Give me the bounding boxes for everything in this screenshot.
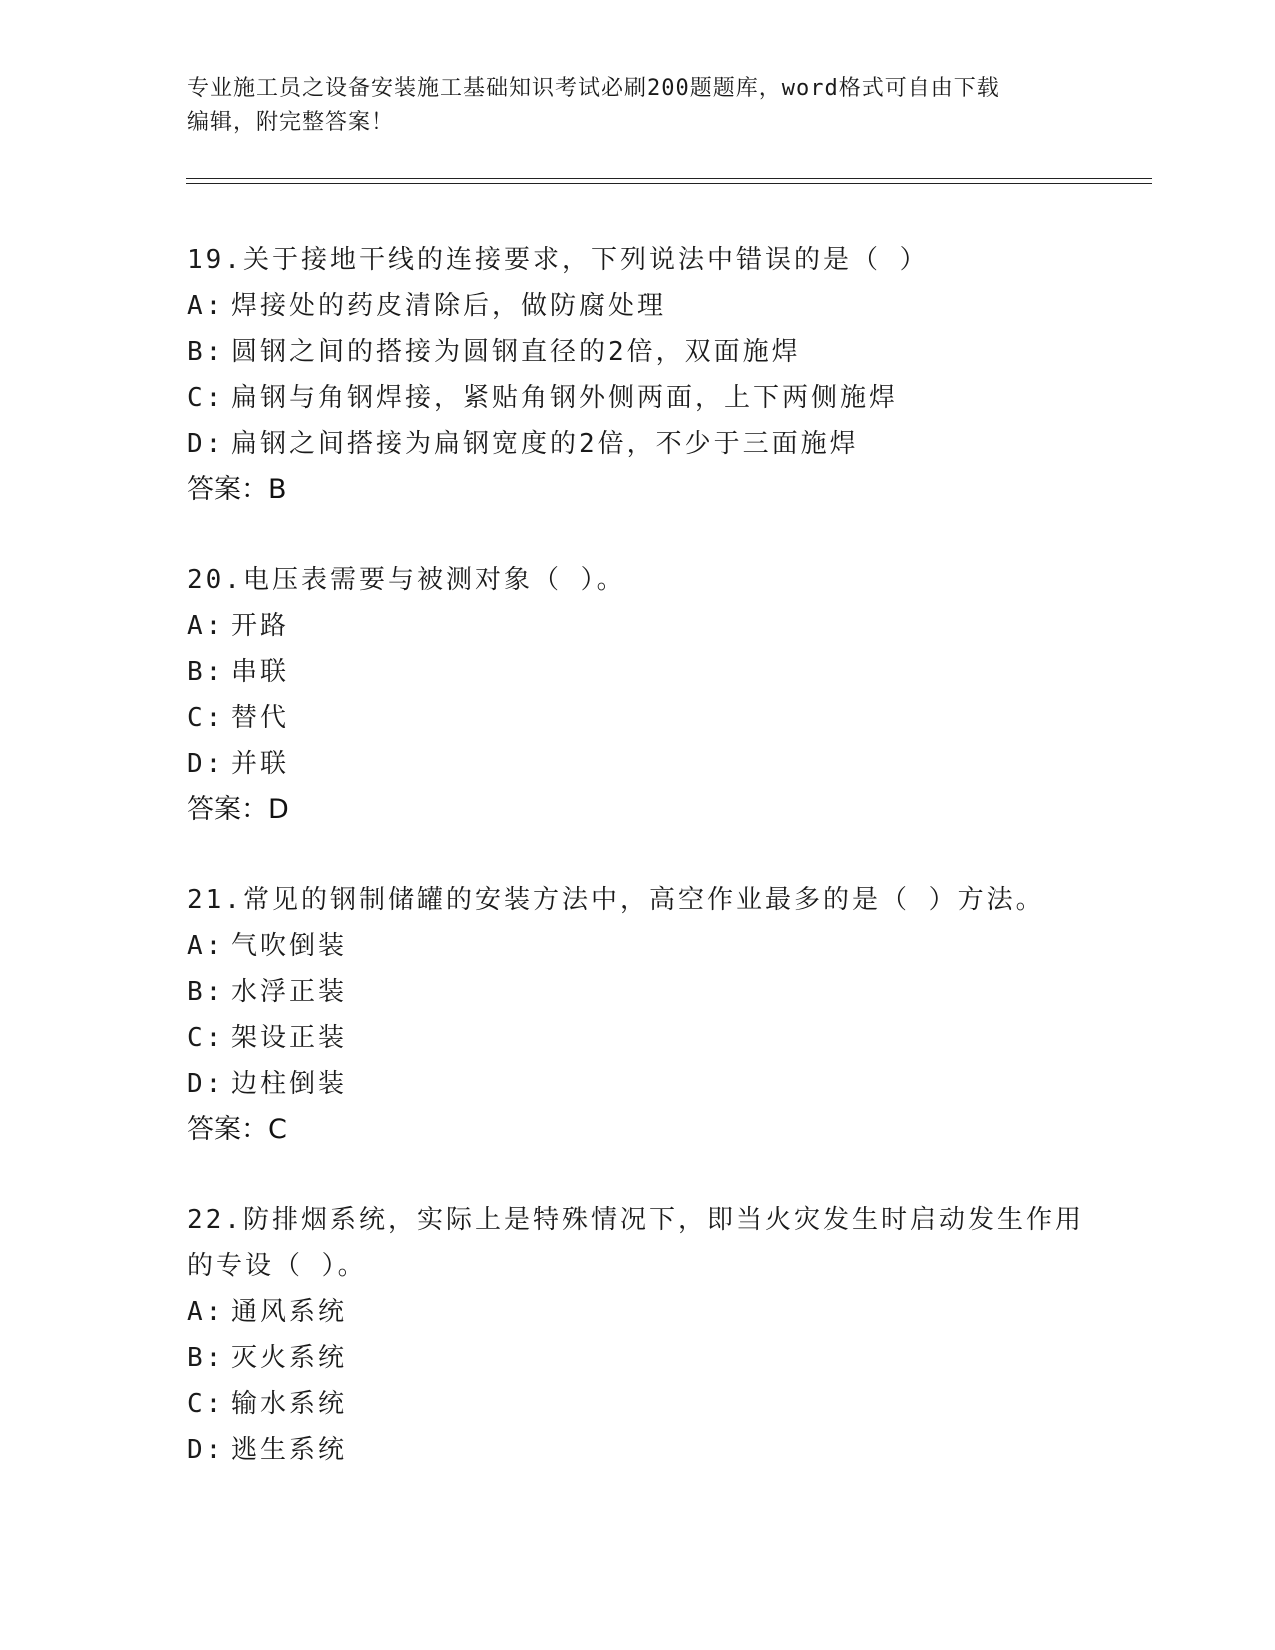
option-text: 开路 xyxy=(231,611,290,641)
question-stem: 21.常见的钢制储罐的安装方法中，高空作业最多的是（ ）方法。 xyxy=(187,885,1045,915)
option-d xyxy=(187,1427,1087,1473)
option-b xyxy=(187,969,1087,1015)
option-text: 边柱倒装 xyxy=(231,1069,348,1099)
option-key: A: xyxy=(187,931,225,961)
option-a xyxy=(187,603,1087,649)
question-19 xyxy=(187,237,1087,513)
question-22 xyxy=(187,1197,1087,1473)
option-text: 串联 xyxy=(231,657,290,687)
option-c xyxy=(187,375,1087,421)
answer-line: 答案：B xyxy=(187,474,287,505)
option-text: 输水系统 xyxy=(231,1389,348,1419)
header-divider-bottom xyxy=(186,183,1152,184)
option-a xyxy=(187,1289,1087,1335)
question-stem-line2: 的专设（ ）。 xyxy=(187,1251,367,1281)
question-stem: 20.电压表需要与被测对象（ ）。 xyxy=(187,565,626,595)
option-key: A: xyxy=(187,1297,225,1327)
option-text: 水浮正装 xyxy=(231,977,348,1007)
option-text: 焊接处的药皮清除后，做防腐处理 xyxy=(231,291,667,321)
option-key: B: xyxy=(187,337,225,367)
option-d xyxy=(187,741,1087,787)
option-key: D: xyxy=(187,1069,225,1099)
option-key: C: xyxy=(187,1023,225,1053)
option-text: 灭火系统 xyxy=(231,1343,348,1373)
option-text: 替代 xyxy=(231,703,290,733)
question-list xyxy=(187,237,1087,1517)
answer-line: 答案：D xyxy=(187,794,289,825)
document-header xyxy=(187,72,1087,140)
option-c xyxy=(187,695,1087,741)
option-key: B: xyxy=(187,977,225,1007)
header-divider-top xyxy=(186,178,1152,179)
option-text: 并联 xyxy=(231,749,290,779)
question-21 xyxy=(187,877,1087,1153)
option-key: B: xyxy=(187,1343,225,1373)
option-key: C: xyxy=(187,703,225,733)
option-a xyxy=(187,283,1087,329)
option-d xyxy=(187,421,1087,467)
question-20 xyxy=(187,557,1087,833)
option-text: 气吹倒装 xyxy=(231,931,348,961)
header-title-line1: 专业施工员之设备安装施工基础知识考试必刷200题题库，word格式可自由下载 xyxy=(187,76,1000,101)
option-b xyxy=(187,329,1087,375)
option-c xyxy=(187,1381,1087,1427)
option-text: 通风系统 xyxy=(231,1297,348,1327)
option-key: A: xyxy=(187,611,225,641)
option-key: D: xyxy=(187,429,225,459)
option-key: A: xyxy=(187,291,225,321)
answer-line: 答案：C xyxy=(187,1114,287,1145)
question-stem-line1: 22.防排烟系统，实际上是特殊情况下，即当火灾发生时启动发生作用 xyxy=(187,1205,1084,1235)
option-b xyxy=(187,1335,1087,1381)
option-b xyxy=(187,649,1087,695)
option-a xyxy=(187,923,1087,969)
option-key: D: xyxy=(187,1435,225,1465)
option-text: 架设正装 xyxy=(231,1023,348,1053)
option-c xyxy=(187,1015,1087,1061)
option-text: 逃生系统 xyxy=(231,1435,348,1465)
option-text: 圆钢之间的搭接为圆钢直径的2倍，双面施焊 xyxy=(231,337,801,367)
option-key: D: xyxy=(187,749,225,779)
option-text: 扁钢之间搭接为扁钢宽度的2倍，不少于三面施焊 xyxy=(231,429,859,459)
option-d xyxy=(187,1061,1087,1107)
option-key: C: xyxy=(187,1389,225,1419)
question-stem: 19.关于接地干线的连接要求，下列说法中错误的是（ ） xyxy=(187,245,929,275)
option-key: B: xyxy=(187,657,225,687)
header-title-line2: 编辑，附完整答案！ xyxy=(187,110,395,135)
option-key: C: xyxy=(187,383,225,413)
option-text: 扁钢与角钢焊接，紧贴角钢外侧两面，上下两侧施焊 xyxy=(231,383,899,413)
